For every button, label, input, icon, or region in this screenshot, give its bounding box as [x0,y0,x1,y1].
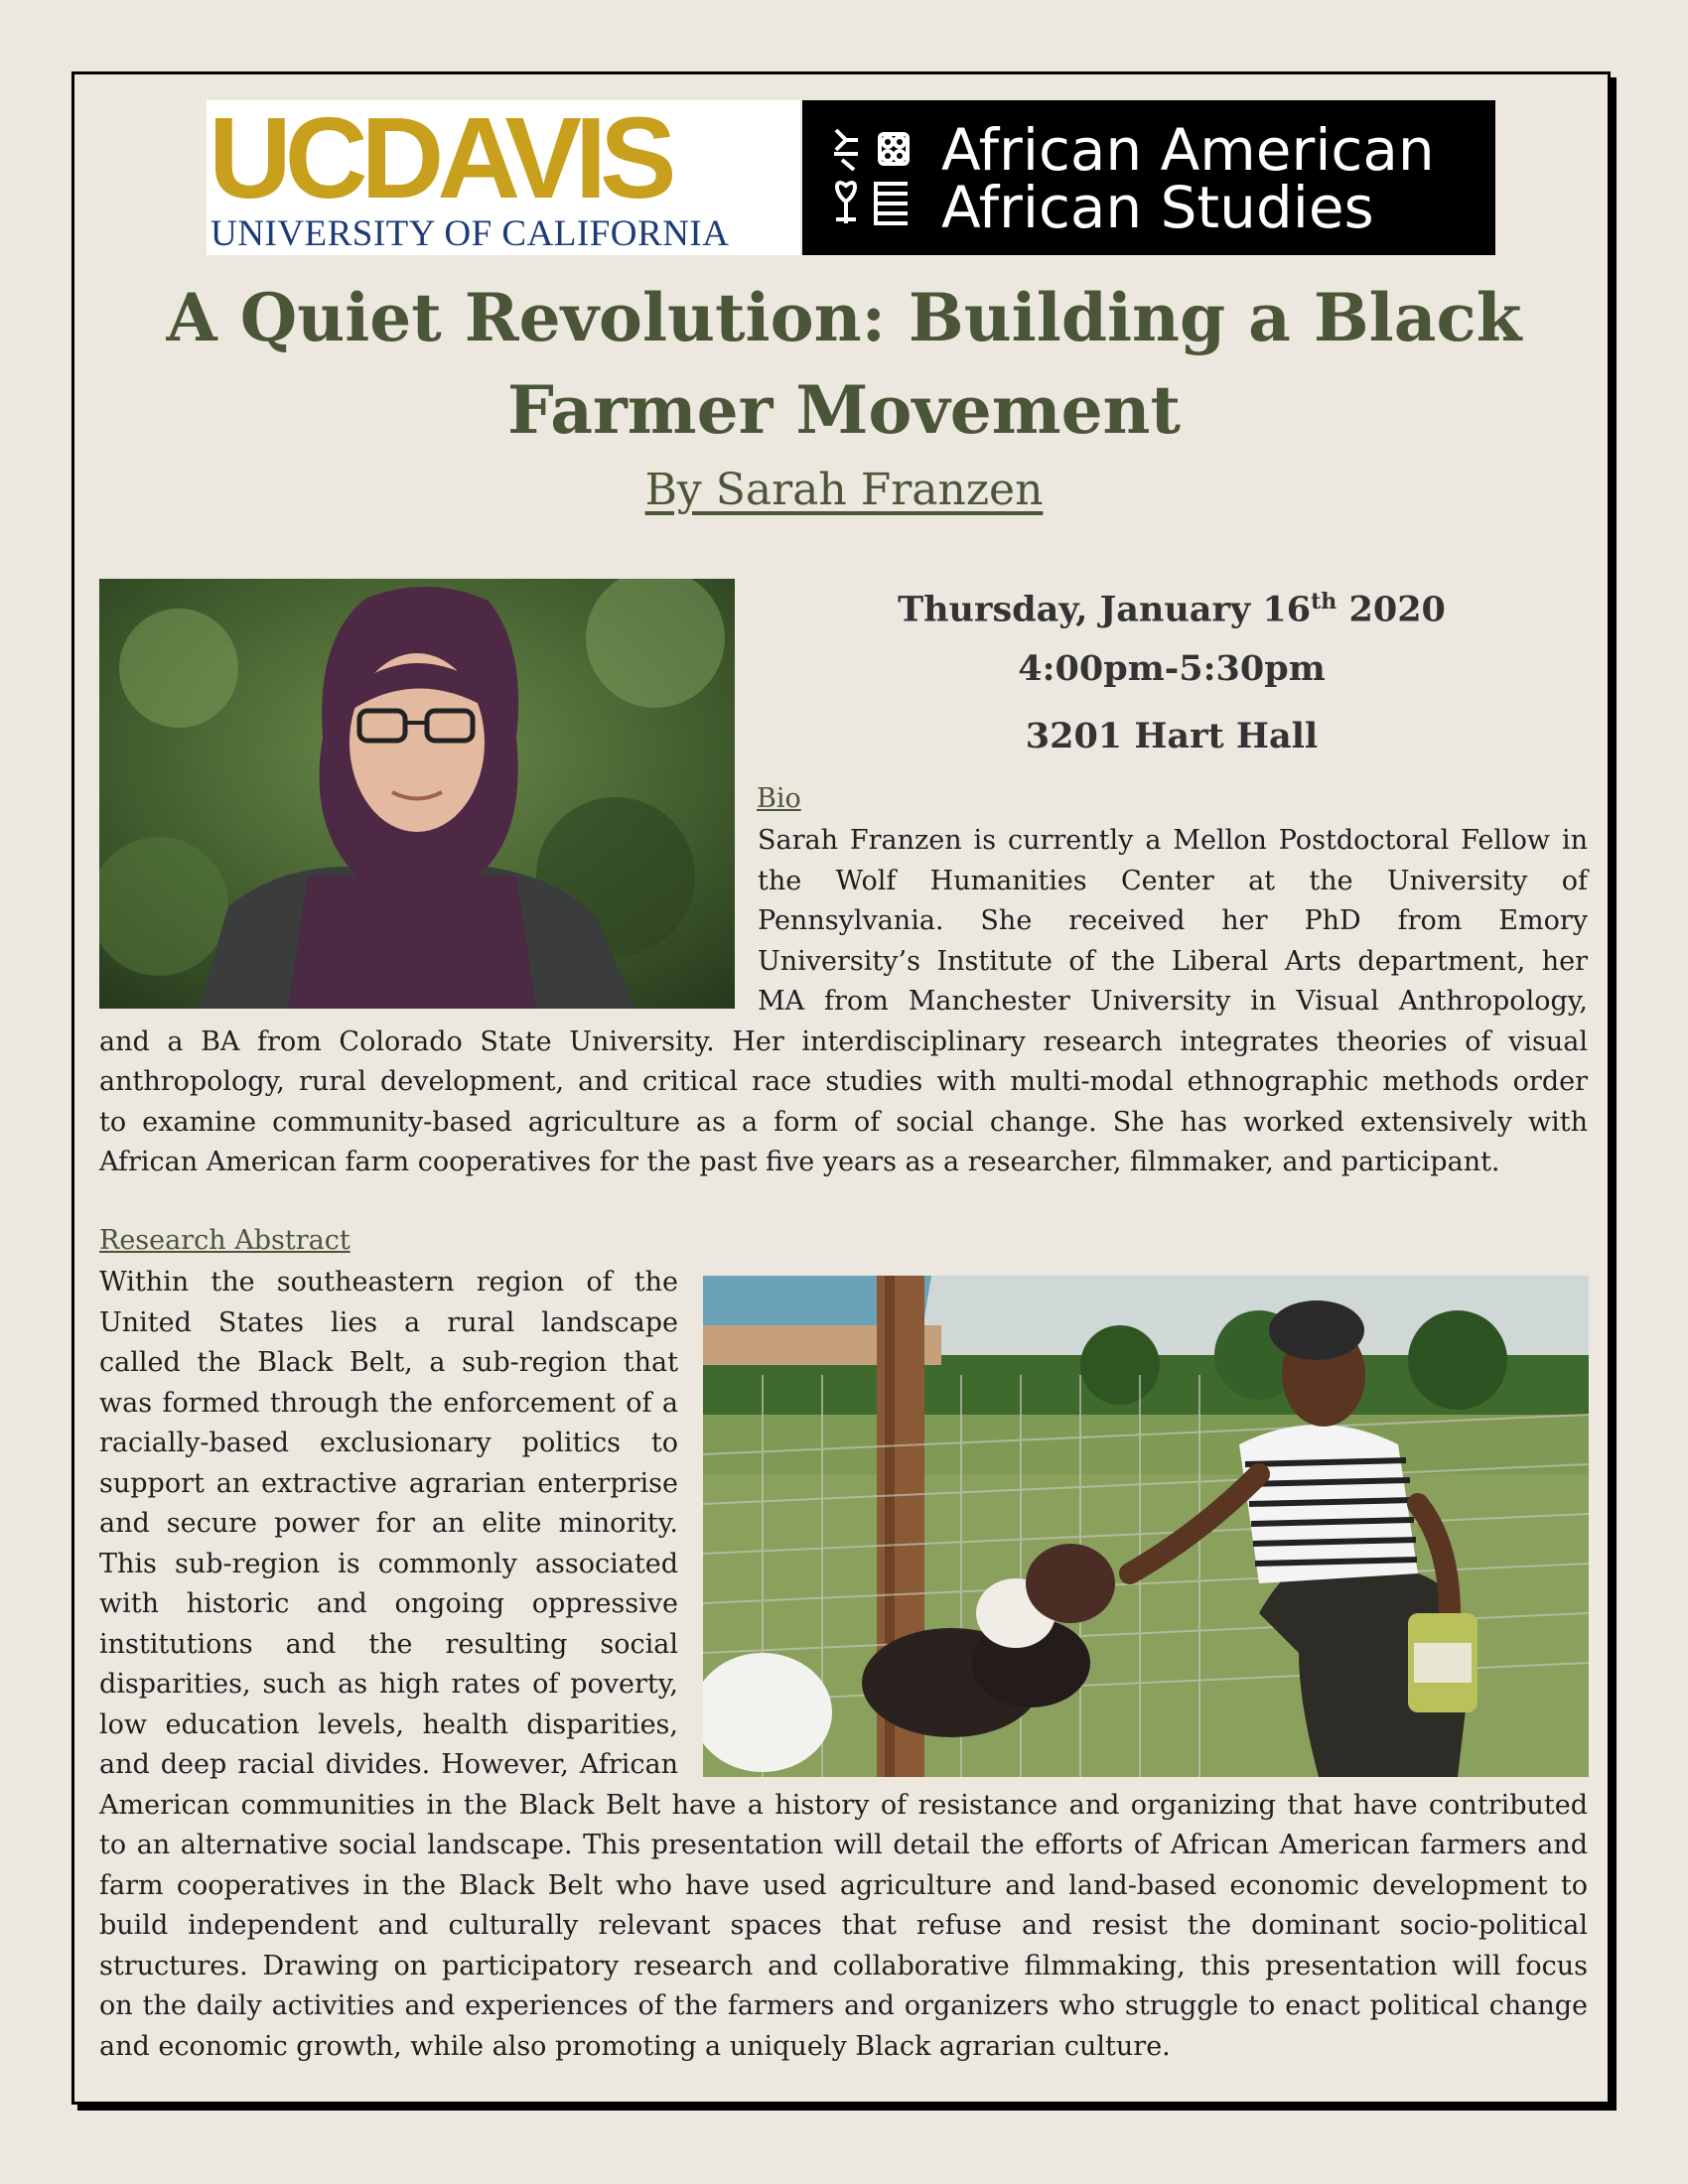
abstract-heading: Research Abstract [99,1225,351,1256]
bio-line: and a BA from Colorado State University. Her interdisciplinary research integrates theories of visual [99,1025,1588,1057]
aas-logo [802,100,1495,255]
abstract-line: institutions and the resulting social [99,1628,678,1660]
abstract-line: American communities in the Black Belt have a history of resistance and organizing that have contributed [99,1789,1588,1821]
event-date [755,580,1589,632]
bio-line: anthropology, rural development, and critical race studies with multi-modal ethnographic methods order [99,1066,1588,1097]
title-line-1: A Quiet Revolution: Building a Black [166,279,1522,356]
ucd-wordmark: UCDAVIS [209,93,670,222]
aas-line-2: African Studies [941,174,1374,241]
bio-line: Sarah Franzen is currently a Mellon Postdoctoral Fellow in [758,825,1588,856]
bio-line: Pennsylvania. She received her PhD from Emory [758,905,1588,936]
uc-davis-logo [207,93,800,255]
abstract-line: to an alternative social landscape. This presentation will detail the efforts of African American farmers and [99,1830,1588,1860]
abstract-line: United States lies a rural landscape [99,1306,678,1338]
event-date-year: 2020 [1348,589,1446,630]
aas-line-1: African American [941,116,1435,184]
speaker-portrait-photo [99,579,735,1009]
event-time: 4:00pm-5:30pm [1018,648,1326,689]
byline [119,463,1569,518]
abstract-line: on the daily activities and experiences of the farmers and organizers who struggle to enact political change [99,1990,1588,2021]
abstract-line: Within the southeastern region of the [99,1267,678,1297]
abstract-line: racially-based exclusionary politics to [99,1428,678,1458]
abstract-line: disparities, such as high rates of poverty, [99,1669,678,1700]
event-date-day: Thursday, January 16 [898,589,1312,630]
bio-line: African American farm cooperatives for the past five years as a researcher, filmmaker, and participant. [99,1147,1500,1177]
farm-goats-photo [703,1276,1589,1777]
title-line-2: Farmer Movement [506,371,1182,449]
bio-line: the Wolf Humanities Center at the University of [758,865,1588,896]
author-name: By Sarah Franzen [644,465,1044,515]
abstract-line: low education levels, health disparities, [99,1708,678,1740]
event-date-suffix: th [1311,589,1337,614]
ucd-subtitle: UNIVERSITY OF CALIFORNIA [211,213,730,254]
abstract-line: and secure power for an elite minority. [99,1508,678,1539]
abstract-line: with historic and ongoing oppressive [99,1588,678,1619]
bio-line: University’s Institute of the Liberal Arts department, her [758,945,1588,977]
abstract-line: This sub-region is commonly associated [99,1548,678,1579]
abstract-line: structures. Drawing on participatory research and collaborative filmmaking, this presentation will focus [99,1950,1588,1981]
abstract-line: called the Black Belt, a sub-region that [99,1347,678,1378]
adinkra-symbols-icon [828,124,910,235]
bio-heading: Bio [757,783,801,814]
abstract-line: farm cooperatives in the Black Belt who have used agriculture and land-based economic development to [99,1869,1588,1901]
bio-line: to examine community-based agriculture as a form of social change. She has worked extensively with [99,1106,1588,1138]
abstract-line: was formed through the enforcement of a [99,1387,678,1419]
abstract-line: and economic growth, while also promoting a uniquely Black agrarian culture. [99,2030,1171,2062]
abstract-line: build independent and culturally relevant spaces that refuse and resist the dominant socio-political [99,1910,1588,1941]
event-location: 3201 Hart Hall [1025,716,1319,756]
abstract-line: and deep racial divides. However, African [99,1749,678,1780]
bio-line: MA from Manchester University in Visual Anthropology, [758,986,1588,1017]
abstract-line: support an extractive agrarian enterprise [99,1467,678,1499]
